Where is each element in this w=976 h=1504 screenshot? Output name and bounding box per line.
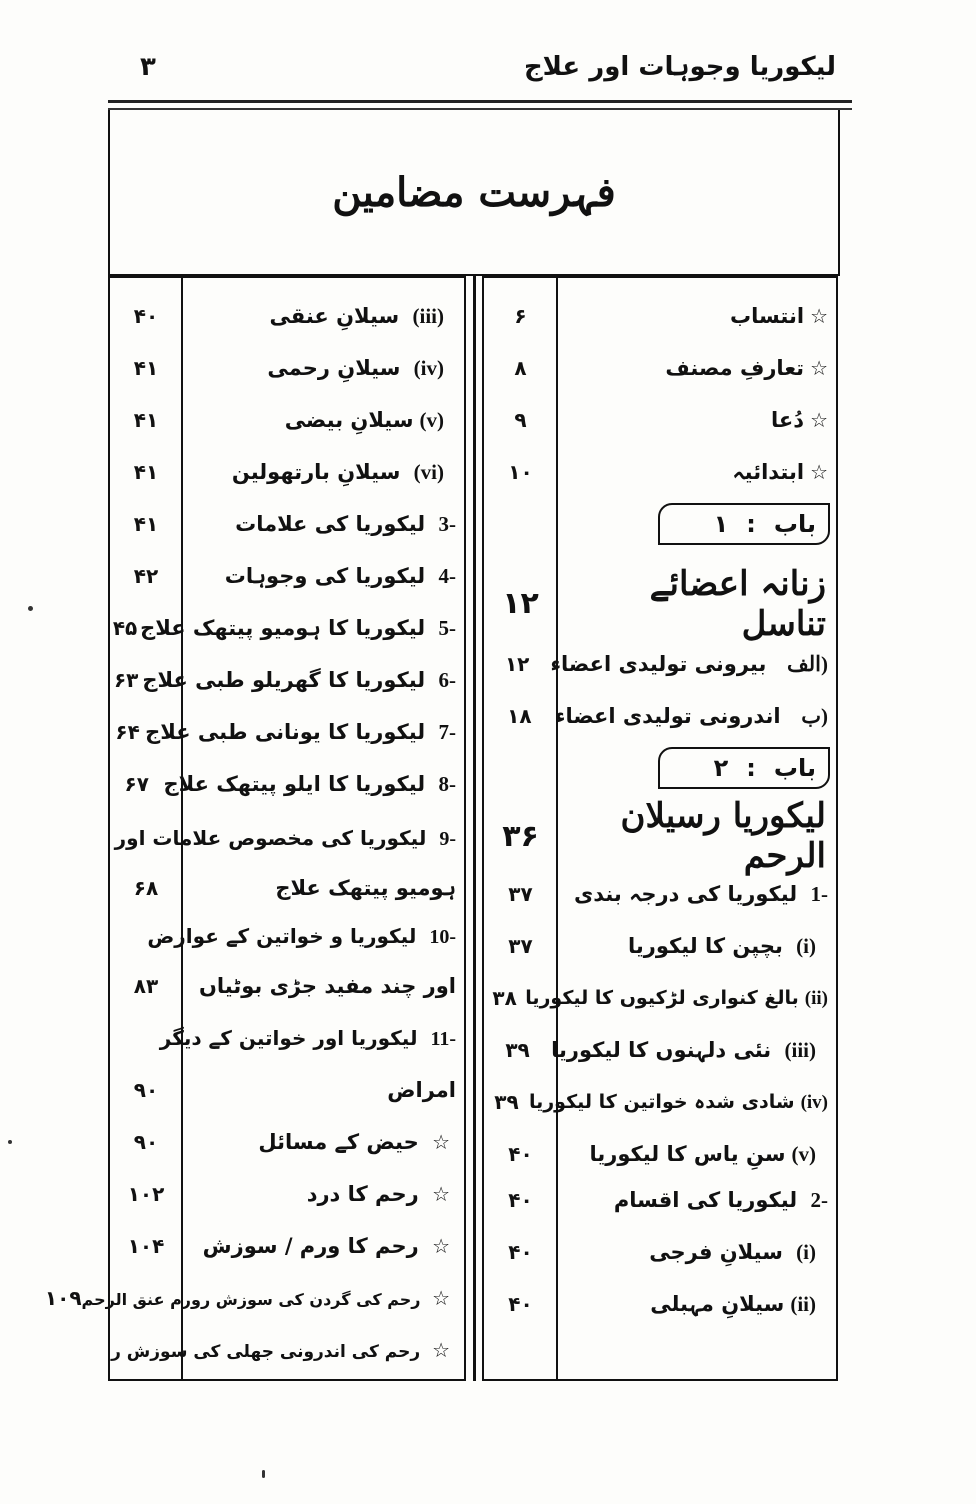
entry-page: ۱۰۲ <box>127 1182 165 1206</box>
toc-entry <box>110 764 464 804</box>
toc-entry <box>484 644 836 684</box>
entry-text: سیلانِ رحمی <box>267 355 401 380</box>
toc-entry <box>484 452 836 492</box>
entry-text: لیکوریا کا ایلو پیتھک علاج <box>163 771 426 796</box>
entry-text: بچپن کا لیکوریا <box>627 933 783 958</box>
entry-page: ۴۰ <box>508 1240 533 1264</box>
entry-marker: 3- <box>438 511 456 536</box>
toc-entry <box>110 660 464 700</box>
entry-text: اندرونی تولیدی اعضاء <box>554 703 781 728</box>
toc-title: فہرست مضامین <box>332 168 616 216</box>
entry-page: ۹۰ <box>133 1078 159 1102</box>
entry-text: بیرونی تولیدی اعضاء <box>550 651 767 676</box>
entry-marker: (iv) <box>800 1091 828 1113</box>
entry-marker: (v) <box>791 1141 816 1166</box>
entry-page: ۴۱ <box>133 408 159 432</box>
toc-entry <box>484 926 836 966</box>
entry-marker: (i) <box>796 933 816 958</box>
toc-entry <box>484 1030 836 1070</box>
entry-page: ۳۹ <box>494 1090 519 1114</box>
toc-entry <box>110 400 464 440</box>
toc-left-column <box>44 276 466 1381</box>
entry-page: ۱۲ <box>502 585 539 621</box>
entry-page: ۱۰۹ <box>44 1286 82 1310</box>
toc-entry <box>110 1330 464 1370</box>
scan-speck <box>262 1470 265 1478</box>
entry-text: انتساب <box>730 304 805 328</box>
entry-page: ۴۰ <box>508 1142 533 1166</box>
toc-entry-line2 <box>110 1070 464 1110</box>
star-icon: ☆ <box>810 304 828 328</box>
entry-text-continued: اور چند مفید جڑی بوٹیاں <box>198 974 456 998</box>
toc-entry <box>110 504 464 544</box>
entry-text: لیکوریا اور خواتین کے دیگر <box>159 1025 418 1050</box>
entry-page: ۹ <box>514 408 527 432</box>
toc-entry <box>110 712 464 752</box>
entry-page: ۳۸ <box>492 986 517 1010</box>
entry-marker: 7- <box>438 719 456 744</box>
star-icon: ☆ <box>810 408 828 432</box>
toc-entry-line1 <box>110 818 464 858</box>
entry-marker: 11- <box>430 1027 456 1050</box>
entry-page: ۶۴ <box>115 720 140 744</box>
entry-text: حیض کے مسائل <box>258 1130 419 1154</box>
entry-text: رحم کی اندرونی جھلی کی سوزش ر <box>111 1342 421 1362</box>
entry-marker: ب) <box>801 703 828 728</box>
entry-marker: الف) <box>787 651 828 676</box>
entry-text: لیکوریا کی وجوہات <box>224 563 426 588</box>
toc-entry <box>484 1180 836 1220</box>
entry-marker: (ii) <box>804 987 828 1009</box>
entry-page: ۱۰ <box>508 460 533 484</box>
entry-page: ۳۶ <box>502 818 539 854</box>
chapter-heading <box>484 563 836 644</box>
entry-page: ۳۷ <box>508 882 533 906</box>
chapter-colon: : <box>746 510 756 538</box>
title-box <box>108 110 840 276</box>
entry-marker: (i) <box>796 1239 816 1264</box>
entry-page: ۱۰۴ <box>127 1234 165 1258</box>
entry-marker: 5- <box>438 615 456 640</box>
toc-entry <box>484 874 836 914</box>
entry-marker: 9- <box>439 827 456 850</box>
toc-entry <box>484 348 836 388</box>
chapter-2-title: لیکوریا رسیلان الرحم <box>620 796 826 876</box>
entry-page: ۳۹ <box>505 1038 530 1062</box>
toc-entry <box>110 348 464 388</box>
chapter-1-box <box>658 503 830 545</box>
entry-marker: (ii) <box>790 1291 816 1316</box>
scan-speck <box>8 1140 12 1144</box>
entry-text: سنِ یاس کا لیکوریا <box>589 1141 786 1166</box>
entry-page: ۱۸ <box>507 704 532 728</box>
chapter-2-box <box>658 747 830 789</box>
entry-text: رحم کا ورم / سوزش <box>202 1234 419 1258</box>
toc-entry <box>110 296 464 336</box>
entry-text: شادی شدہ خواتین کا لیکوریا <box>528 1090 795 1113</box>
toc-entry <box>484 696 836 736</box>
entry-marker: (iii) <box>412 303 444 328</box>
chapter-label: باب <box>773 510 816 538</box>
entry-page: ۳۷ <box>508 934 533 958</box>
entry-page: ۹۰ <box>133 1130 159 1154</box>
entry-text: لیکوریا کی اقسام <box>613 1187 798 1212</box>
entry-text: لیکوریا کی مخصوص علامات اور <box>114 825 427 850</box>
star-icon: ☆ <box>432 1338 450 1362</box>
entry-page: ۶۳ <box>113 668 139 692</box>
star-icon: ☆ <box>810 356 828 380</box>
entry-page: ۴۰ <box>508 1188 533 1212</box>
entry-text: سیلانِ بیضی <box>284 407 414 432</box>
entry-text: ابتدائیہ <box>732 460 805 484</box>
running-title: لیکوریا وجوہات اور علاج <box>523 52 836 82</box>
entry-marker: 10- <box>429 925 456 948</box>
entry-text: بالغ کنواری لڑکیوں کا لیکوریا <box>525 986 799 1009</box>
entry-page: ۴۰ <box>508 1292 533 1316</box>
entry-marker: 6- <box>438 667 456 692</box>
chapter-row <box>484 748 836 788</box>
entry-marker: (vi) <box>413 459 444 484</box>
entry-text: رحم کا درد <box>306 1182 419 1206</box>
entry-text: سیلانِ مہبلی <box>650 1291 785 1316</box>
toc-right-column <box>482 276 838 1381</box>
entry-page: ۶۷ <box>124 772 149 796</box>
entry-page: ۴۲ <box>133 564 159 588</box>
entry-page: ۴۱ <box>133 356 159 380</box>
toc-entry <box>110 1226 464 1266</box>
entry-text: تعارفِ مصنف <box>665 356 805 380</box>
star-icon: ☆ <box>432 1286 450 1310</box>
entry-text: لیکوریا و خواتین کے عوارض <box>147 923 417 948</box>
star-icon: ☆ <box>432 1234 450 1258</box>
toc-entry <box>484 1134 836 1174</box>
entry-page: ۴۱ <box>133 460 159 484</box>
toc-entry <box>110 452 464 492</box>
top-rule <box>108 100 852 103</box>
chapter-row <box>484 504 836 544</box>
entry-page: ۶۸ <box>133 876 159 900</box>
page-number: ۳ <box>140 52 156 82</box>
toc-entry-line1 <box>110 1018 464 1058</box>
toc-entry <box>484 296 836 336</box>
toc-entry-line2 <box>110 966 464 1006</box>
toc-entry <box>110 1122 464 1162</box>
toc-entry <box>110 608 464 648</box>
entry-marker: 2- <box>810 1187 828 1212</box>
entry-page: ۸۳ <box>133 974 159 998</box>
chapter-number: ۱ <box>713 510 729 538</box>
star-icon: ☆ <box>432 1182 450 1206</box>
toc-entry-line2 <box>110 868 464 908</box>
entry-page: ۶ <box>514 304 527 328</box>
entry-marker: 4- <box>438 563 456 588</box>
entry-text: لیکوریا کی علامات <box>235 511 426 536</box>
entry-text: نئی دلہنوں کا لیکوریا <box>551 1037 772 1062</box>
entry-marker: 1- <box>810 881 828 906</box>
entry-page: ۴۱ <box>133 512 159 536</box>
entry-marker: (iv) <box>413 355 444 380</box>
toc-entry <box>484 1232 836 1272</box>
toc-entry <box>110 556 464 596</box>
entry-text: سیلانِ عنقی <box>269 303 400 328</box>
star-icon: ☆ <box>810 460 828 484</box>
toc-entry <box>484 1082 836 1122</box>
entry-marker: 8- <box>438 771 456 796</box>
toc-entry <box>110 1174 464 1214</box>
entry-marker: (v) <box>419 407 444 432</box>
toc-entry <box>484 978 836 1018</box>
toc-entry <box>484 1284 836 1324</box>
chapter-heading <box>484 796 836 876</box>
toc-entry <box>44 1278 464 1318</box>
chapter-1-title: زنانہ اعضائے تناسل <box>649 563 826 644</box>
entry-marker: (iii) <box>784 1037 816 1062</box>
entry-text: دُعا <box>771 408 805 432</box>
entry-text: لیکوریا کا یونانی طبی علاج <box>145 719 426 744</box>
entry-text: سیلانِ فرجی <box>649 1239 783 1264</box>
chapter-number: ۲ <box>713 754 729 782</box>
scan-speck <box>28 606 33 611</box>
entry-text: رحم کی گردن کی سوزش رورم عنق الرحم <box>81 1290 421 1309</box>
entry-page: ۴۵ <box>112 616 138 640</box>
star-icon: ☆ <box>432 1130 450 1154</box>
chapter-label: باب <box>773 754 816 782</box>
entry-page: ۴۰ <box>133 304 159 328</box>
toc-entry <box>484 400 836 440</box>
center-divider <box>473 276 476 1381</box>
chapter-colon: : <box>746 754 756 782</box>
entry-text: لیکوریا کا ہومیو پیتھک علاج <box>140 615 426 640</box>
entry-page: ۸ <box>514 356 527 380</box>
toc-entry-line1 <box>110 916 464 956</box>
entry-text: لیکوریا کا گھریلو طبی علاج <box>142 667 426 692</box>
entry-text-continued: ہومیو پیتھک علاج <box>275 876 456 900</box>
entry-text: لیکوریا کی درجہ بندی <box>573 881 798 906</box>
entry-page: ۱۲ <box>504 652 530 676</box>
entry-text: سیلانِ بارتھولین <box>231 459 401 484</box>
entry-text-continued: امراض <box>387 1078 456 1102</box>
